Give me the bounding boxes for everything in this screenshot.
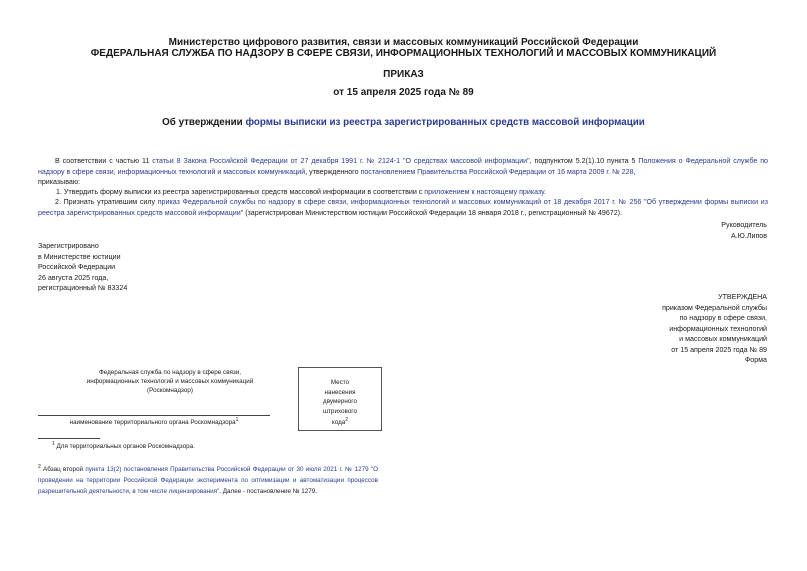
footnote-mark[interactable]: 2 [345,417,349,423]
box-line: штрихового [323,407,357,415]
barcode-placeholder-text [298,378,382,428]
footnote-mark: 1 [52,441,55,447]
doc-type: ПРИКАЗ [383,69,424,80]
approval-title: УТВЕРЖДЕНА [718,293,767,301]
paragraph-item-2 [38,197,768,218]
footnote-text: Абзац второй [40,466,86,474]
registration-line: 26 августа 2025 года, [38,273,109,282]
service-name: ФЕДЕРАЛЬНАЯ СЛУЖБА ПО НАДЗОРУ В СФЕРЕ СВЯЗИ, ИНФОРМАЦИОННЫХ ТЕХНОЛОГИЙ И МАССОВЫХ КОММУНИКАЦИЙ [90,48,717,59]
registration-line: Российской Федерации [38,263,116,271]
footnote-separator [38,438,100,439]
box-line: Место [330,379,350,386]
text: В соответствии с частью 11 [55,157,153,165]
box-line: двумерного [323,398,357,405]
territorial-body-line [38,415,270,416]
appendix-link[interactable]: приложением к настоящему приказу [424,188,544,196]
old-order-link[interactable]: приказ Федеральной службы по надзору в сфере связи, информационных технологий и массовых коммуникаций от 18 декабря 2017 г. № 256 "Об утверждении формы выписки из реестра зарегистрированных средств массовой информации" [38,198,768,217]
approval-line: от 15 апреля 2025 года № 89 [671,345,767,354]
text: , утвержденного [305,167,361,176]
paragraph-preamble [38,156,768,188]
registration-block [38,241,288,294]
text: . [543,188,546,196]
regulation-link[interactable]: Положения о Федеральной службе по надзору в сфере связи, информационных технологий и массовых коммуникаций [38,157,768,176]
caption-text: наименование территориального органа Роскомнадзора [69,419,236,427]
approval-block [567,292,767,366]
doc-title-prefix: Об утверждении [162,117,246,128]
doc-title [0,117,807,128]
text: , [633,167,636,176]
registration-line: Зарегистрировано [38,242,99,250]
text: 1. Утвердить форму выписки из реестра зарегистрированных средств массовой информации в соответствии с [56,188,425,196]
territorial-body-caption [38,417,270,426]
org-line: Федеральная служба по надзору в сфере связи, [98,369,242,376]
registration-line: в Министерстве юстиции [38,252,121,261]
approval-line: и массовых коммуникаций [679,335,767,343]
signature-name: А.Ю.Липов [730,231,767,240]
org-line: (Роскомнадзор) [147,387,193,394]
text: (зарегистрирован Министерством юстиции Российской Федерации 18 января 2018 г., регистрационный № 49672). [243,208,623,217]
approval-line: приказом Федеральной службы [662,303,767,312]
footnote-1 [52,441,195,450]
signature-block [721,220,767,241]
footnote-2 [38,462,378,497]
box-line: нанесения [324,388,356,396]
org-line: информационных технологий и массовых коммуникаций [86,378,254,385]
text: 2. Признать утратившим силу [55,198,158,206]
approval-line: по надзору в сфере связи, [679,314,767,322]
order-word: приказываю: [38,178,81,186]
text: , подпунктом 5.2(1).10 пункта 5 [529,157,639,165]
approval-line: Форма [744,356,767,364]
footnote-text: . Далее - постановление № 1279. [219,488,318,496]
ministry-name: Министерство цифрового развития, связи и массовых коммуникаций Российской Федерации [168,37,639,48]
signature-role: Руководитель [721,221,767,229]
form-org-name [70,368,270,395]
law-link[interactable]: статьи 8 Закона Российской Федерации от 27 декабря 1991 г. № 2124-1 "О средствах массовой информации" [152,157,530,165]
footnote-link[interactable]: пункта 13(2) постановления Правительства Российской Федерации от 30 июля 2021 г. № 1279 "О проведении на территории Российской Федерации эксперимента по оптимизации и автоматизации процессов разрешительной деятельности, в том числе лицензирования" [38,466,378,496]
box-line: кода [331,419,346,427]
footnote-text: Для территориальных органов Роскомнадзора. [54,443,195,451]
approval-line: информационных технологий [669,324,767,333]
paragraph-item-1 [56,187,768,198]
doc-date-number: от 15 апреля 2025 года № 89 [333,87,474,98]
footnote-mark: 2 [38,464,41,470]
footnote-mark[interactable]: 1 [235,417,239,423]
registration-line: регистрационный № 83324 [38,284,128,292]
doc-title-link[interactable]: формы выписки из реестра зарегистрированных средств массовой информации [245,117,645,128]
resolution-link[interactable]: постановлением Правительства Российской Федерации от 16 марта 2009 г. № 228 [360,167,634,176]
